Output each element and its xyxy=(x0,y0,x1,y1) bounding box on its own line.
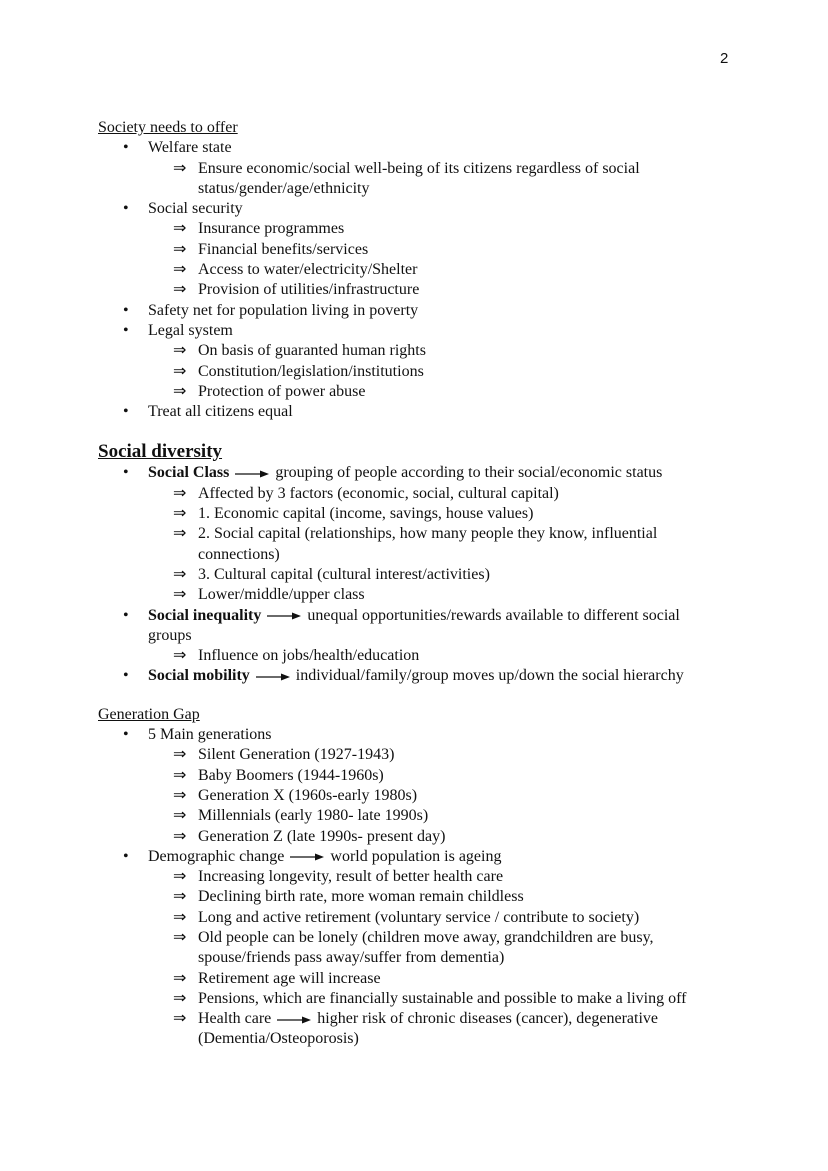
implies-arrow-icon: ⇒ xyxy=(173,647,187,665)
sub-item-text: Access to water/electricity/Shelter xyxy=(198,261,418,279)
list-item xyxy=(98,301,714,321)
sub-item-text: Silent Generation (1927-1943) xyxy=(198,746,395,764)
sub-item xyxy=(98,504,714,524)
implies-arrow-icon: ⇒ xyxy=(173,868,187,886)
sub-item-text: Declining birth rate, more woman remain childless xyxy=(198,888,524,906)
sub-item-text: Health care xyxy=(198,1010,272,1028)
sub-item xyxy=(98,786,714,806)
sub-list xyxy=(148,484,714,606)
sub-item-text: Insurance programmes xyxy=(198,220,345,238)
item-label: Safety net for population living in poverty xyxy=(148,301,419,319)
implies-arrow-icon: ⇒ xyxy=(173,525,187,543)
sub-item xyxy=(98,524,714,565)
long-arrow-icon xyxy=(277,1015,311,1025)
list-item xyxy=(98,725,714,847)
sub-item xyxy=(98,867,714,887)
term: Social Class xyxy=(148,464,230,482)
sub-item xyxy=(98,240,714,260)
item-label: Welfare state xyxy=(148,139,232,157)
implies-arrow-icon: ⇒ xyxy=(173,908,187,926)
sub-item-text: Ensure economic/social well-being of its citizens regardless of social status/gender/age/ethnicity xyxy=(198,159,640,197)
sub-item xyxy=(98,585,714,605)
sub-item-text: Retirement age will increase xyxy=(198,969,381,987)
sub-item xyxy=(98,159,714,200)
sub-item xyxy=(98,565,714,585)
implies-arrow-icon: ⇒ xyxy=(173,586,187,604)
item-label: Social security xyxy=(148,200,243,218)
sub-item xyxy=(98,382,714,402)
sub-item-text: Provision of utilities/infrastructure xyxy=(198,281,420,299)
long-arrow-icon xyxy=(267,611,301,621)
sub-item-text: Baby Boomers (1944-1960s) xyxy=(198,766,384,784)
list-item xyxy=(98,606,714,667)
implies-arrow-icon: ⇒ xyxy=(173,281,187,299)
sub-item xyxy=(98,219,714,239)
definition: individual/family/group moves up/down the social hierarchy xyxy=(295,667,684,685)
long-arrow-icon xyxy=(256,672,290,682)
sub-item xyxy=(98,646,714,666)
sub-item-text: Millennials (early 1980- late 1990s) xyxy=(198,807,429,825)
sub-item xyxy=(98,928,714,969)
bullet-list xyxy=(98,138,714,422)
sub-item-text: Protection of power abuse xyxy=(198,382,366,400)
sub-list xyxy=(148,219,714,300)
sub-item-text: On basis of guaranted human rights xyxy=(198,342,426,360)
implies-arrow-icon: ⇒ xyxy=(173,565,187,583)
sub-item xyxy=(98,766,714,786)
implies-arrow-icon: ⇒ xyxy=(173,746,187,764)
sub-item-text: Affected by 3 factors (economic, social, cultural capital) xyxy=(198,484,559,502)
section-heading: Generation Gap xyxy=(98,705,200,723)
sub-item-text: Generation Z (late 1990s- present day) xyxy=(198,827,446,845)
list-item xyxy=(98,199,714,300)
section-heading: Social diversity xyxy=(98,441,223,463)
sub-item-text: 1. Economic capital (income, savings, house values) xyxy=(198,505,534,523)
sub-item xyxy=(98,989,714,1009)
sub-item-text: Pensions, which are financially sustainable and possible to make a living off xyxy=(198,989,687,1007)
definition: higher risk of chronic diseases (cancer), degenerative (Dementia/Osteoporosis) xyxy=(198,1010,659,1048)
implies-arrow-icon: ⇒ xyxy=(173,220,187,238)
sub-item-text: Old people can be lonely (children move away, grandchildren are busy, spouse/friends pass away/suffer from dementia) xyxy=(198,928,654,967)
sub-item xyxy=(98,341,714,361)
sub-item-text: Generation X (1960s-early 1980s) xyxy=(198,786,418,804)
implies-arrow-icon: ⇒ xyxy=(173,928,187,946)
long-arrow-icon xyxy=(290,852,324,862)
sub-item xyxy=(98,827,714,847)
sub-list xyxy=(148,159,714,200)
document-body xyxy=(98,118,714,1050)
sub-list xyxy=(148,646,714,666)
implies-arrow-icon: ⇒ xyxy=(173,261,187,279)
implies-arrow-icon: ⇒ xyxy=(173,766,187,784)
page-number: 2 xyxy=(720,50,729,67)
sub-list xyxy=(148,745,714,846)
sub-item-text: 2. Social capital (relationships, how many people they know, influential connections) xyxy=(198,525,658,563)
sub-item xyxy=(98,806,714,826)
sub-item-health-care xyxy=(98,1009,714,1050)
definition: grouping of people according to their social/economic status xyxy=(275,464,663,482)
sub-item xyxy=(98,362,714,382)
list-item xyxy=(98,402,714,422)
sub-item xyxy=(98,260,714,280)
bullet-list xyxy=(98,725,714,1050)
implies-arrow-icon: ⇒ xyxy=(173,484,187,502)
sub-item xyxy=(98,908,714,928)
sub-list xyxy=(148,867,714,1050)
implies-arrow-icon: ⇒ xyxy=(173,807,187,825)
item-label: Demographic change xyxy=(148,847,285,865)
list-item xyxy=(98,847,714,1050)
implies-arrow-icon: ⇒ xyxy=(173,159,187,177)
definition: world population is ageing xyxy=(330,847,502,865)
implies-arrow-icon: ⇒ xyxy=(173,240,187,258)
sub-item-text: Increasing longevity, result of better health care xyxy=(198,868,504,886)
term: Social mobility xyxy=(148,667,250,685)
term: Social inequality xyxy=(148,606,262,624)
section-heading: Society needs to offer xyxy=(98,119,238,136)
sub-item xyxy=(98,969,714,989)
sub-item-text: 3. Cultural capital (cultural interest/activities) xyxy=(198,565,490,583)
implies-arrow-icon: ⇒ xyxy=(173,888,187,906)
sub-item xyxy=(98,745,714,765)
implies-arrow-icon: ⇒ xyxy=(173,969,187,987)
list-item xyxy=(98,666,714,686)
definition: unequal opportunities/rewards available to different social groups xyxy=(148,606,680,644)
item-label: 5 Main generations xyxy=(148,726,272,744)
sub-item xyxy=(98,887,714,907)
long-arrow-icon xyxy=(235,469,269,479)
implies-arrow-icon: ⇒ xyxy=(173,827,187,845)
sub-item-text: Financial benefits/services xyxy=(198,240,369,258)
sub-item-text: Long and active retirement (voluntary service / contribute to society) xyxy=(198,908,640,926)
sub-item-text: Lower/middle/upper class xyxy=(198,586,365,604)
spacer xyxy=(98,687,714,705)
bullet-list xyxy=(98,463,714,686)
sub-item xyxy=(98,280,714,300)
implies-arrow-icon: ⇒ xyxy=(173,342,187,360)
item-label: Treat all citizens equal xyxy=(148,403,293,421)
sub-item-text: Constitution/legislation/institutions xyxy=(198,362,424,380)
implies-arrow-icon: ⇒ xyxy=(173,989,187,1007)
implies-arrow-icon: ⇒ xyxy=(173,505,187,523)
implies-arrow-icon: ⇒ xyxy=(173,1010,187,1028)
list-item xyxy=(98,321,714,402)
implies-arrow-icon: ⇒ xyxy=(173,786,187,804)
implies-arrow-icon: ⇒ xyxy=(173,382,187,400)
list-item xyxy=(98,463,714,605)
sub-item xyxy=(98,484,714,504)
implies-arrow-icon: ⇒ xyxy=(173,362,187,380)
item-label: Legal system xyxy=(148,321,233,339)
list-item xyxy=(98,138,714,199)
sub-item-text: Influence on jobs/health/education xyxy=(198,647,420,665)
sub-list xyxy=(148,341,714,402)
